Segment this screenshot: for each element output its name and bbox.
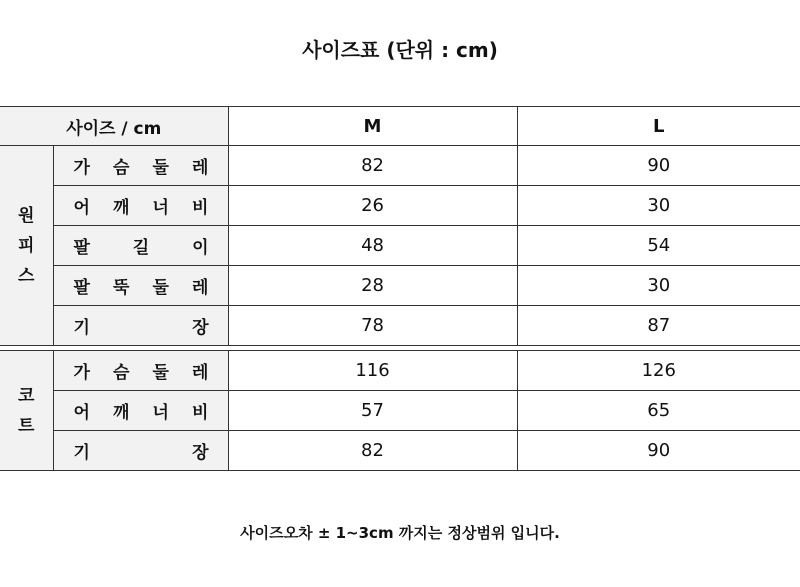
- value-cell: 65: [517, 391, 800, 431]
- size-unit-header: 사이즈 / cm: [0, 107, 228, 146]
- size-l-header: L: [517, 107, 800, 146]
- value-cell: 82: [228, 146, 517, 186]
- group-label-onepiece: 원 피 스: [0, 146, 53, 346]
- value-cell: 116: [228, 351, 517, 391]
- value-cell: 87: [517, 306, 800, 346]
- measure-label: 팔 길 이: [53, 226, 228, 266]
- measure-label: 가 슴 둘 레: [53, 146, 228, 186]
- measure-label: 어 깨 너 비: [53, 186, 228, 226]
- value-cell: 126: [517, 351, 800, 391]
- table-row: [0, 351, 800, 391]
- value-cell: 82: [228, 431, 517, 471]
- size-m-header: M: [228, 107, 517, 146]
- measure-label: 가 슴 둘 레: [53, 351, 228, 391]
- table-row: [0, 146, 800, 186]
- group-label-coat: 코 트: [0, 351, 53, 471]
- value-cell: 90: [517, 431, 800, 471]
- value-cell: 26: [228, 186, 517, 226]
- value-cell: 78: [228, 306, 517, 346]
- value-cell: 90: [517, 146, 800, 186]
- measure-label: 기 장: [53, 306, 228, 346]
- value-cell: 28: [228, 266, 517, 306]
- measure-label: 기 장: [53, 431, 228, 471]
- table-row: [0, 186, 800, 226]
- value-cell: 48: [228, 226, 517, 266]
- measure-label: 팔 뚝 둘 레: [53, 266, 228, 306]
- measure-label: 어 깨 너 비: [53, 391, 228, 431]
- value-cell: 30: [517, 266, 800, 306]
- table-row: [0, 266, 800, 306]
- table-row: [0, 431, 800, 471]
- value-cell: 30: [517, 186, 800, 226]
- table-row: [0, 306, 800, 346]
- table-row: [0, 226, 800, 266]
- size-tolerance-note: 사이즈오차 ± 1~3cm 까지는 정상범위 입니다.: [240, 524, 560, 542]
- value-cell: 57: [228, 391, 517, 431]
- size-table-onepiece: [0, 106, 800, 346]
- table-row: [0, 391, 800, 431]
- table-header-row: [0, 107, 800, 146]
- size-table-coat: [0, 350, 800, 471]
- value-cell: 54: [517, 226, 800, 266]
- page-title: 사이즈표 (단위 : cm): [302, 38, 498, 62]
